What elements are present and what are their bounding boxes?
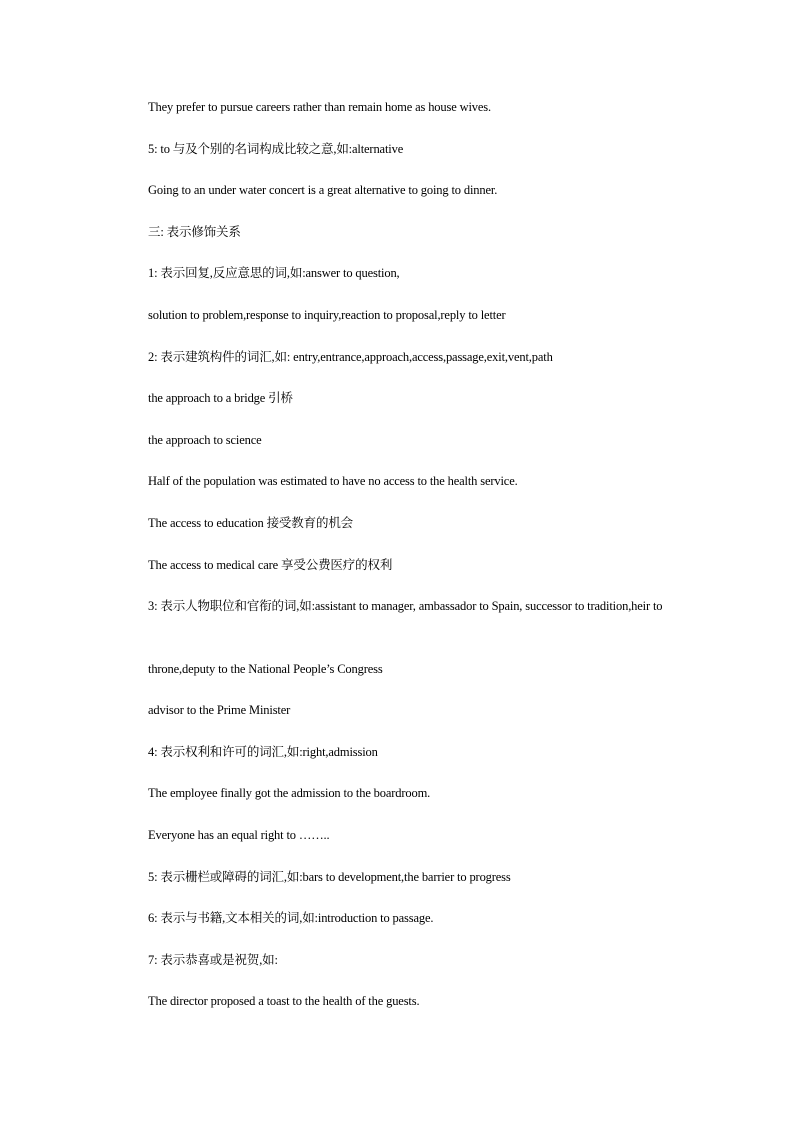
text-line: advisor to the Prime Minister [148, 703, 291, 717]
section-heading: 三: 表示修饰关系 [148, 225, 241, 239]
text-line: 7: 表示恭喜或是祝贺,如: [148, 953, 278, 967]
text-line: 4: 表示权利和许可的词汇,如:right,admission [148, 745, 378, 759]
text-line: 3: 表示人物职位和官衔的词,如:assistant to manager, ambassador to Spain, successor to tradition,heir to [148, 599, 663, 613]
text-line: Everyone has an equal right to …….. [148, 828, 330, 842]
text-line: Half of the population was estimated to have no access to the health service. [148, 474, 518, 488]
text-line: solution to problem,response to inquiry,reaction to proposal,reply to letter [148, 308, 506, 322]
text-line: The director proposed a toast to the health of the guests. [148, 994, 420, 1008]
text-line: 1: 表示回复,反应意思的词,如:answer to question, [148, 266, 400, 280]
text-line: 6: 表示与书籍,文本相关的词,如:introduction to passage. [148, 911, 434, 925]
text-line: Going to an under water concert is a great alternative to going to dinner. [148, 183, 498, 197]
text-line: They prefer to pursue careers rather than remain home as house wives. [148, 100, 491, 114]
text-line: the approach to science [148, 433, 262, 447]
text-line: The employee finally got the admission to the boardroom. [148, 786, 431, 800]
text-line: throne,deputy to the National People’s Congress [148, 662, 383, 676]
text-line: The access to medical care 享受公费医疗的权利 [148, 558, 393, 572]
text-line: 5: to 与及个别的名词构成比较之意,如:alternative [148, 142, 404, 156]
text-line: the approach to a bridge 引桥 [148, 391, 293, 405]
text-line: The access to education 接受教育的机会 [148, 516, 354, 530]
text-line: 2: 表示建筑构件的词汇,如: entry,entrance,approach,access,passage,exit,vent,path [148, 350, 553, 364]
text-line: 5: 表示栅栏或障碍的词汇,如:bars to development,the barrier to progress [148, 870, 511, 884]
